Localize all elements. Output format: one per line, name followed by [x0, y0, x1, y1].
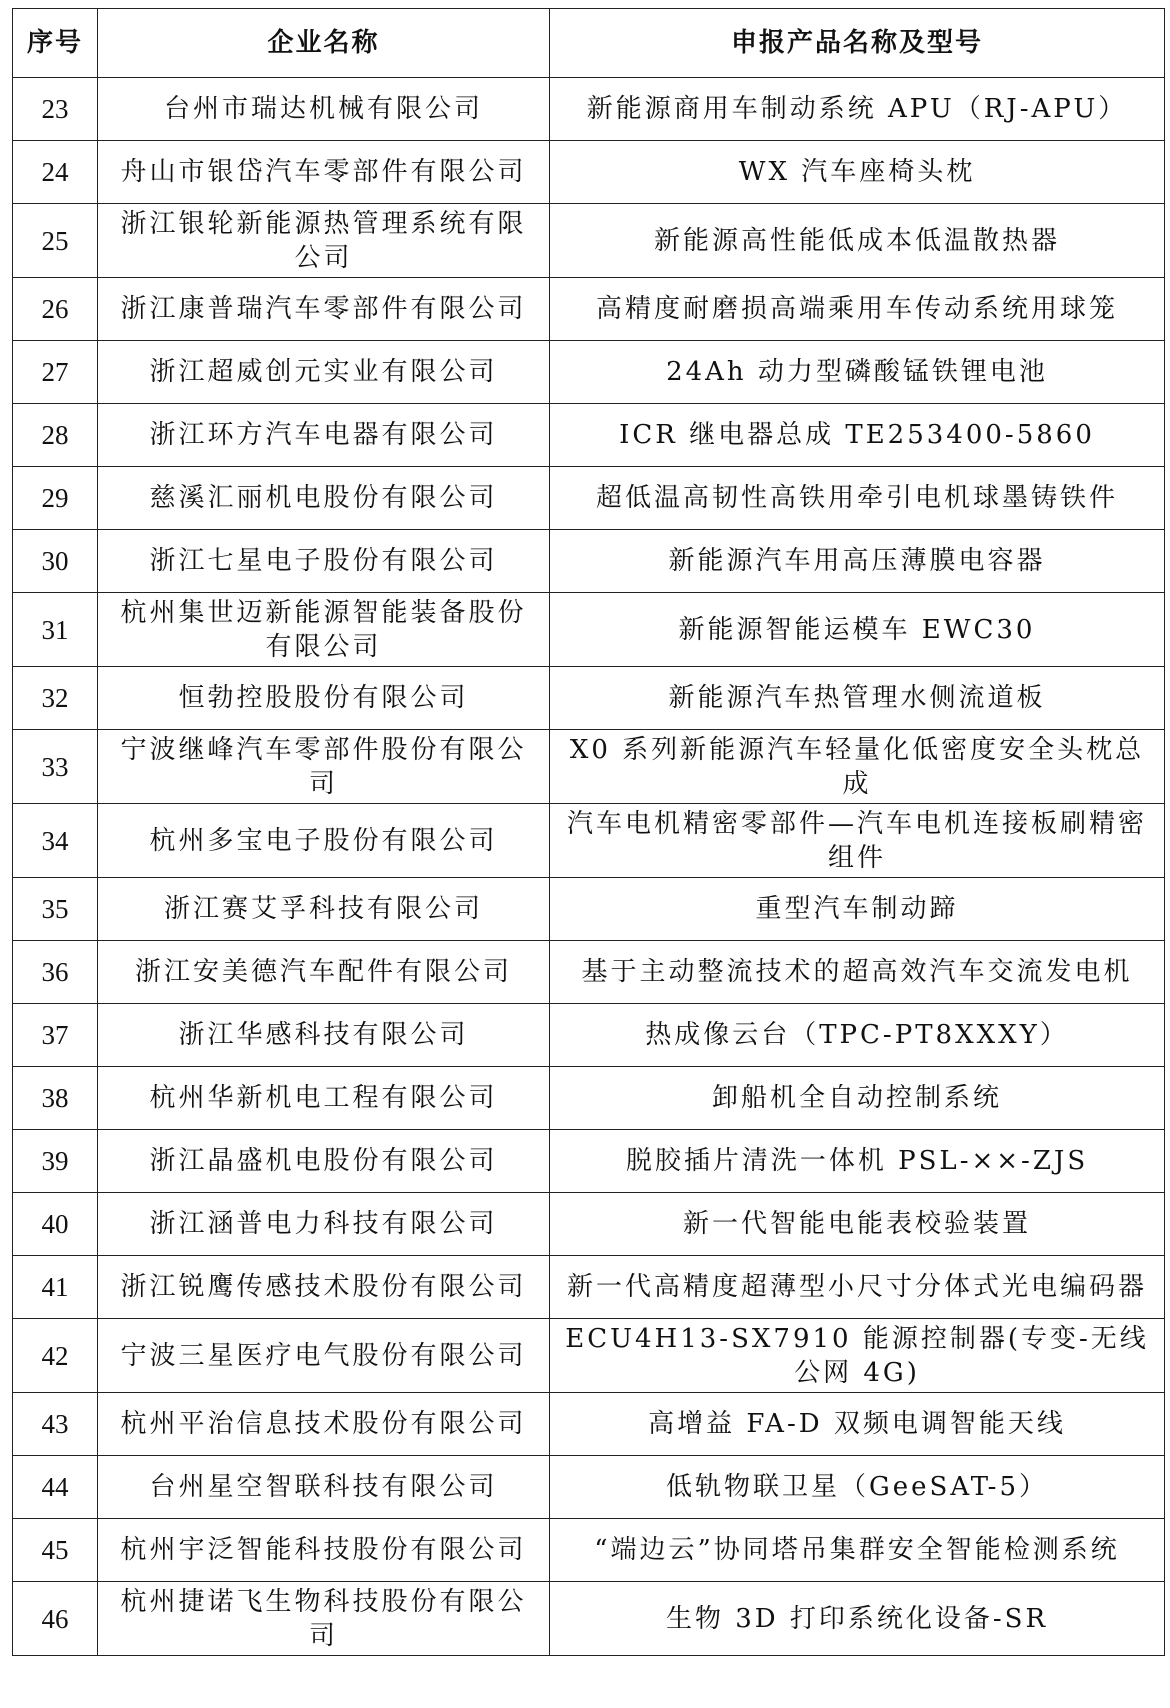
product-name-cell: 新一代智能电能表校验装置 — [550, 1193, 1165, 1256]
enterprise-name-cell: 浙江赛艾孚科技有限公司 — [98, 878, 550, 941]
serial-number-cell: 33 — [13, 730, 98, 804]
table-row — [13, 1067, 1165, 1130]
enterprise-name-cell: 浙江华感科技有限公司 — [98, 1004, 550, 1067]
enterprise-name-cell: 浙江晶盛机电股份有限公司 — [98, 1130, 550, 1193]
product-name-cell: 高精度耐磨损高端乘用车传动系统用球笼 — [550, 278, 1165, 341]
product-name-cell: ICR 继电器总成 TE253400-5860 — [550, 404, 1165, 467]
table-row — [13, 530, 1165, 593]
enterprise-name-cell: 宁波三星医疗电气股份有限公司 — [98, 1319, 550, 1393]
table-row — [13, 1519, 1165, 1582]
enterprise-name-cell: 浙江七星电子股份有限公司 — [98, 530, 550, 593]
table-row — [13, 204, 1165, 278]
serial-number-cell: 29 — [13, 467, 98, 530]
table-row — [13, 878, 1165, 941]
table-row — [13, 1582, 1165, 1656]
table-row — [13, 1393, 1165, 1456]
product-name-cell: X0 系列新能源汽车轻量化低密度安全头枕总成 — [550, 730, 1165, 804]
table-row — [13, 1004, 1165, 1067]
enterprise-name-cell: 杭州捷诺飞生物科技股份有限公司 — [98, 1582, 550, 1656]
header-serial-number: 序号 — [13, 9, 98, 78]
product-name-cell: 新能源商用车制动系统 APU（RJ-APU） — [550, 78, 1165, 141]
table-row — [13, 730, 1165, 804]
table-row — [13, 404, 1165, 467]
table-row — [13, 1193, 1165, 1256]
header-enterprise-name: 企业名称 — [98, 9, 550, 78]
product-name-cell: 生物 3D 打印系统化设备-SR — [550, 1582, 1165, 1656]
product-name-cell: 新能源汽车用高压薄膜电容器 — [550, 530, 1165, 593]
enterprise-name-cell: 台州星空智联科技有限公司 — [98, 1456, 550, 1519]
table-row — [13, 1456, 1165, 1519]
enterprise-name-cell: 宁波继峰汽车零部件股份有限公司 — [98, 730, 550, 804]
product-name-cell: 超低温高韧性高铁用牵引电机球墨铸铁件 — [550, 467, 1165, 530]
table-body — [13, 78, 1165, 1656]
enterprise-name-cell: 杭州多宝电子股份有限公司 — [98, 804, 550, 878]
table-row — [13, 1130, 1165, 1193]
product-name-cell: 高增益 FA-D 双频电调智能天线 — [550, 1393, 1165, 1456]
table-row — [13, 141, 1165, 204]
serial-number-cell: 46 — [13, 1582, 98, 1656]
enterprise-name-cell: 浙江康普瑞汽车零部件有限公司 — [98, 278, 550, 341]
product-name-cell: 新能源智能运模车 EWC30 — [550, 593, 1165, 667]
product-name-cell: 新一代高精度超薄型小尺寸分体式光电编码器 — [550, 1256, 1165, 1319]
enterprise-name-cell: 慈溪汇丽机电股份有限公司 — [98, 467, 550, 530]
table-row — [13, 467, 1165, 530]
product-name-cell: 24Ah 动力型磷酸锰铁锂电池 — [550, 341, 1165, 404]
serial-number-cell: 36 — [13, 941, 98, 1004]
product-name-cell: 基于主动整流技术的超高效汽车交流发电机 — [550, 941, 1165, 1004]
header-row — [13, 9, 1165, 78]
enterprise-name-cell: 浙江银轮新能源热管理系统有限公司 — [98, 204, 550, 278]
serial-number-cell: 34 — [13, 804, 98, 878]
serial-number-cell: 28 — [13, 404, 98, 467]
product-name-cell: 热成像云台（TPC-PT8XXXY） — [550, 1004, 1165, 1067]
table-row — [13, 667, 1165, 730]
enterprise-name-cell: 杭州华新机电工程有限公司 — [98, 1067, 550, 1130]
product-name-cell: 脱胶插片清洗一体机 PSL-××-ZJS — [550, 1130, 1165, 1193]
serial-number-cell: 32 — [13, 667, 98, 730]
product-name-cell: 低轨物联卫星（GeeSAT-5） — [550, 1456, 1165, 1519]
serial-number-cell: 27 — [13, 341, 98, 404]
table-row — [13, 341, 1165, 404]
enterprise-name-cell: 台州市瑞达机械有限公司 — [98, 78, 550, 141]
enterprise-name-cell: 舟山市银岱汽车零部件有限公司 — [98, 141, 550, 204]
product-list-table — [12, 8, 1165, 1656]
enterprise-name-cell: 杭州集世迈新能源智能装备股份有限公司 — [98, 593, 550, 667]
product-name-cell: 新能源高性能低成本低温散热器 — [550, 204, 1165, 278]
enterprise-name-cell: 浙江涵普电力科技有限公司 — [98, 1193, 550, 1256]
table-row — [13, 941, 1165, 1004]
serial-number-cell: 44 — [13, 1456, 98, 1519]
enterprise-name-cell: 杭州平治信息技术股份有限公司 — [98, 1393, 550, 1456]
product-name-cell: WX 汽车座椅头枕 — [550, 141, 1165, 204]
product-name-cell: ECU4H13-SX7910 能源控制器(专变-无线公网 4G) — [550, 1319, 1165, 1393]
serial-number-cell: 23 — [13, 78, 98, 141]
serial-number-cell: 41 — [13, 1256, 98, 1319]
serial-number-cell: 26 — [13, 278, 98, 341]
product-name-cell: “端边云”协同塔吊集群安全智能检测系统 — [550, 1519, 1165, 1582]
serial-number-cell: 37 — [13, 1004, 98, 1067]
table-row — [13, 1319, 1165, 1393]
serial-number-cell: 25 — [13, 204, 98, 278]
table-row — [13, 278, 1165, 341]
serial-number-cell: 31 — [13, 593, 98, 667]
enterprise-name-cell: 浙江安美德汽车配件有限公司 — [98, 941, 550, 1004]
enterprise-name-cell: 浙江锐鹰传感技术股份有限公司 — [98, 1256, 550, 1319]
serial-number-cell: 24 — [13, 141, 98, 204]
product-name-cell: 卸船机全自动控制系统 — [550, 1067, 1165, 1130]
table-row — [13, 1256, 1165, 1319]
serial-number-cell: 38 — [13, 1067, 98, 1130]
header-product-name-model: 申报产品名称及型号 — [550, 9, 1165, 78]
serial-number-cell: 30 — [13, 530, 98, 593]
product-name-cell: 新能源汽车热管理水侧流道板 — [550, 667, 1165, 730]
serial-number-cell: 35 — [13, 878, 98, 941]
product-name-cell: 汽车电机精密零部件—汽车电机连接板刷精密组件 — [550, 804, 1165, 878]
enterprise-name-cell: 浙江环方汽车电器有限公司 — [98, 404, 550, 467]
product-name-cell: 重型汽车制动蹄 — [550, 878, 1165, 941]
serial-number-cell: 42 — [13, 1319, 98, 1393]
table-row — [13, 78, 1165, 141]
serial-number-cell: 39 — [13, 1130, 98, 1193]
table-row — [13, 804, 1165, 878]
enterprise-name-cell: 浙江超威创元实业有限公司 — [98, 341, 550, 404]
serial-number-cell: 40 — [13, 1193, 98, 1256]
table-row — [13, 593, 1165, 667]
enterprise-name-cell: 恒勃控股股份有限公司 — [98, 667, 550, 730]
enterprise-name-cell: 杭州宇泛智能科技股份有限公司 — [98, 1519, 550, 1582]
serial-number-cell: 45 — [13, 1519, 98, 1582]
serial-number-cell: 43 — [13, 1393, 98, 1456]
